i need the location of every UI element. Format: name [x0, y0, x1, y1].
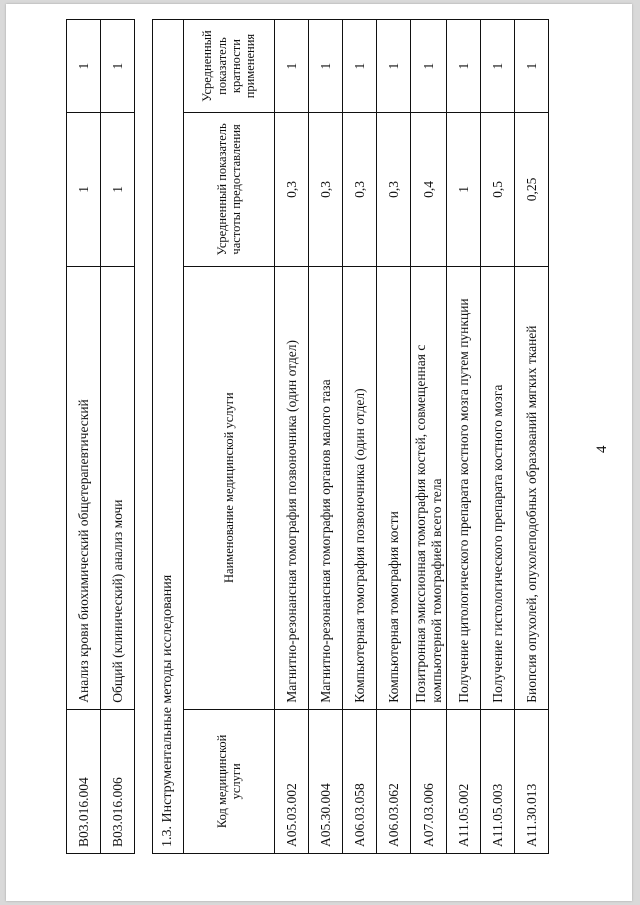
section-title: 1.3. Инструментальные методы исследования: [153, 20, 184, 854]
frequency-value: 0,4: [411, 113, 447, 266]
service-name: Магнитно-резонансная томография органов малого таза: [309, 266, 343, 709]
service-name: Получение цитологического препарата костного мозга путем пункции: [447, 266, 481, 709]
frequency-value: 0,5: [481, 113, 515, 266]
multiplicity-value: 1: [67, 20, 101, 113]
service-code: A11.05.003: [481, 709, 515, 853]
table-header-row: [184, 20, 275, 854]
rotated-content: [6, 4, 632, 901]
table-row: [447, 20, 481, 854]
top-table: [66, 19, 135, 854]
frequency-value: 1: [101, 113, 135, 266]
service-name: Компьютерная томография позвоночника (один отдел): [343, 266, 377, 709]
service-code: A05.03.002: [275, 709, 309, 853]
table-row: [309, 20, 343, 854]
service-code: A05.30.004: [309, 709, 343, 853]
multiplicity-value: 1: [481, 20, 515, 113]
service-name: Анализ крови биохимический общетерапевтический: [67, 266, 101, 709]
service-name: Компьютерная томография кости: [377, 266, 411, 709]
service-name: Позитронная эмиссионная томография костей, совмещенная с компьютерной томографией всего тела: [411, 266, 447, 709]
frequency-value: 1: [447, 113, 481, 266]
frequency-value: 0,3: [309, 113, 343, 266]
frequency-value: 0,3: [377, 113, 411, 266]
frequency-value: 1: [67, 113, 101, 266]
service-code: B03.016.006: [101, 709, 135, 853]
document-page: [6, 4, 632, 901]
multiplicity-value: 1: [275, 20, 309, 113]
section-title-row: [153, 20, 184, 854]
table-row: [67, 20, 101, 854]
frequency-value: 0,3: [275, 113, 309, 266]
header-multiplicity: Усредненный показатель кратности применения: [184, 20, 275, 113]
service-name: Получение гистологического препарата костного мозга: [481, 266, 515, 709]
instrumental-methods-table: [152, 19, 549, 854]
service-name: Общий (клинический) анализ мочи: [101, 266, 135, 709]
table-row: [515, 20, 549, 854]
multiplicity-value: 1: [411, 20, 447, 113]
frequency-value: 0,3: [343, 113, 377, 266]
header-name: Наименование медицинской услуги: [184, 266, 275, 709]
service-name: Магнитно-резонансная томография позвоночника (один отдел): [275, 266, 309, 709]
multiplicity-value: 1: [101, 20, 135, 113]
service-code: A06.03.062: [377, 709, 411, 853]
table-row: [343, 20, 377, 854]
service-name: Биопсия опухолей, опухолеподобных образований мягких тканей: [515, 266, 549, 709]
service-code: A07.03.006: [411, 709, 447, 853]
multiplicity-value: 1: [447, 20, 481, 113]
table-row: [411, 20, 447, 854]
table-row: [377, 20, 411, 854]
multiplicity-value: 1: [343, 20, 377, 113]
service-code: B03.016.004: [67, 709, 101, 853]
service-code: A06.03.058: [343, 709, 377, 853]
multiplicity-value: 1: [377, 20, 411, 113]
multiplicity-value: 1: [309, 20, 343, 113]
service-code: A11.30.013: [515, 709, 549, 853]
frequency-value: 0,25: [515, 113, 549, 266]
service-code: A11.05.002: [447, 709, 481, 853]
header-frequency: Усредненный показатель частоты предоставления: [184, 113, 275, 266]
page-number: 4: [594, 445, 610, 453]
table-row: [101, 20, 135, 854]
multiplicity-value: 1: [515, 20, 549, 113]
header-code: Код медицинской услуги: [184, 709, 275, 853]
table-row: [275, 20, 309, 854]
table-row: [481, 20, 515, 854]
